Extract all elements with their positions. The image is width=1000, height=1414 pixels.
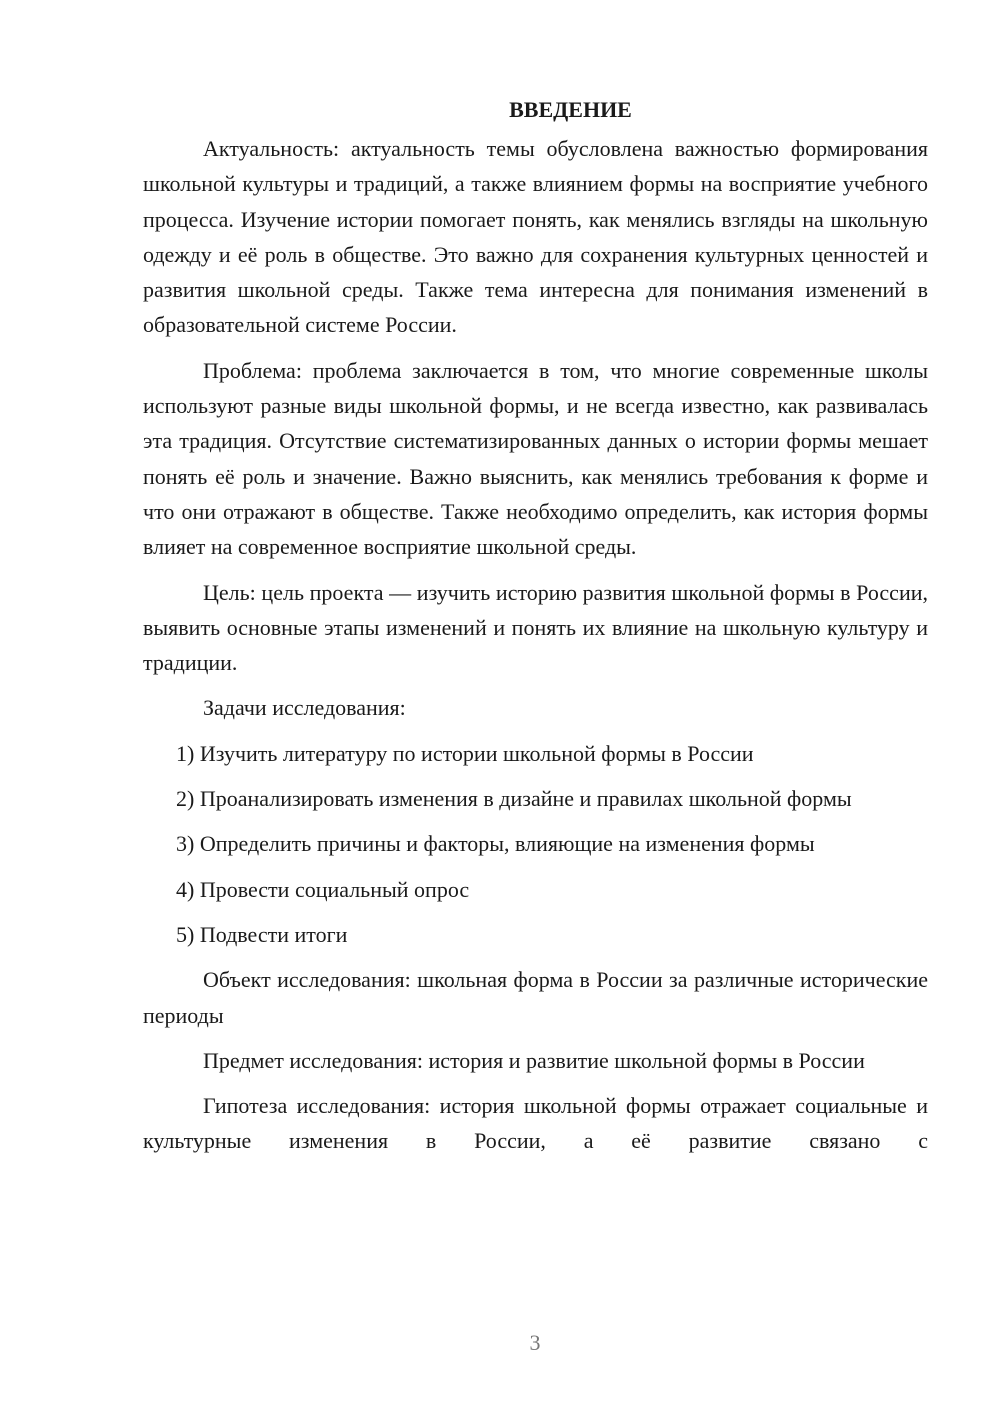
paragraph-relevance: Актуальность: актуальность темы обусловлена важностью формирования школьной культуры и традиций, а также влиянием формы на восприятие учебного процесса. Изучение истории помогает понять, как менялись взгляды на школьную одежду и её роль в обществе. Это важно для сохранения культурных ценностей и развития школьной среды. Также тема интересна для понимания изменений в образовательной системе России.: [143, 136, 928, 338]
task-item-5: 5) Подвести итоги: [176, 921, 348, 947]
paragraph-hypothesis: Гипотеза исследования: история школьной формы отражает социальные и культурные изменения в России, а её развитие связано с: [143, 1093, 928, 1154]
task-item-3: 3) Определить причины и факторы, влияющие на изменения формы: [176, 831, 815, 857]
task-item-2: 2) Проанализировать изменения в дизайне и правилах школьной формы: [176, 786, 852, 812]
tasks-title: Задачи исследования:: [203, 695, 406, 721]
paragraph-goal: Цель: цель проекта — изучить историю развития школьной формы в России, выявить основные этапы изменений и понять их влияние на школьную культуру и традиции.: [143, 579, 928, 676]
task-item-4: 4) Провести социальный опрос: [176, 876, 470, 902]
task-item-1: 1) Изучить литературу по истории школьной формы в России: [176, 740, 754, 766]
paragraph-problem: Проблема: проблема заключается в том, что многие современные школы используют разные виды школьной формы, и не всегда известно, как развивалась эта традиция. Отсутствие систематизированных данных о истории формы мешает понять её роль и значение. Важно выяснить, как менялись требования к форме и что они отражают в обществе. Также необходимо определить, как история формы влияет на современное восприятие школьной среды.: [143, 357, 928, 560]
document-page: [143, 92, 928, 1169]
paragraph-object: Объект исследования: школьная форма в России за различные исторические периоды: [143, 967, 928, 1028]
section-heading: ВВЕДЕНИЕ: [509, 97, 632, 122]
page-number: 3: [529, 1330, 541, 1355]
paragraph-subject: Предмет исследования: история и развитие школьной формы в России: [203, 1047, 865, 1073]
